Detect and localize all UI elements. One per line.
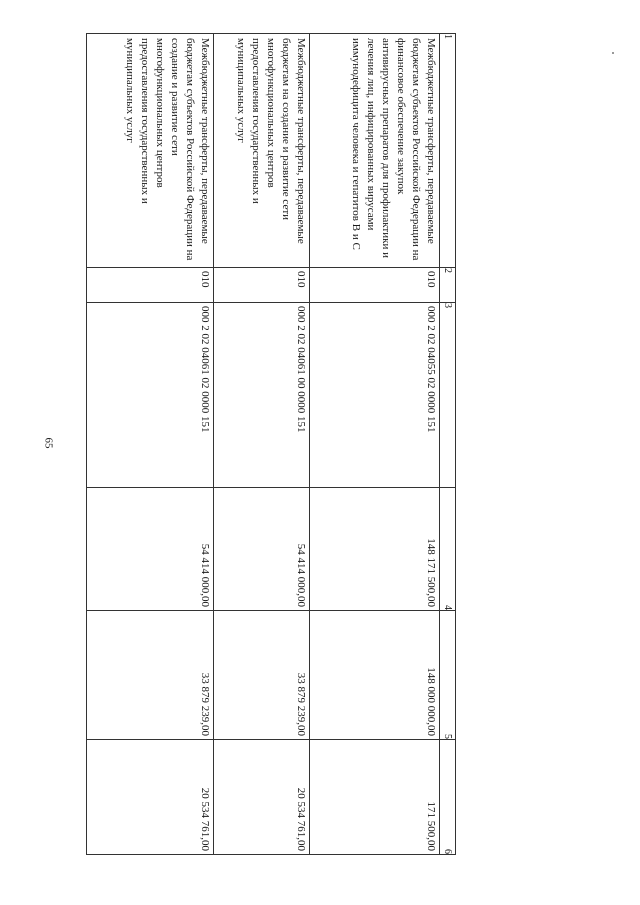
row-col6-amount: 20 534 761,00 xyxy=(87,740,214,855)
table-row xyxy=(310,34,440,855)
row-name: Межбюджетные трансферты, передаваемые бюджетам на создание и развитие сети многофункциональных центров предоставления государственных и муниципальных услуг xyxy=(214,34,310,268)
header-col-3: 3 xyxy=(440,303,456,488)
row-code: 010 xyxy=(87,268,214,303)
row-col6-amount: 20 534 761,00 xyxy=(214,740,310,855)
row-code: 010 xyxy=(310,268,440,303)
row-col6-amount: 171 500,00 xyxy=(310,740,440,855)
row-col4-amount: 54 414 000,00 xyxy=(87,488,214,611)
row-col4-amount: 54 414 000,00 xyxy=(214,488,310,611)
row-kbk: 000 2 02 04061 02 0000 151 xyxy=(87,303,214,488)
budget-table xyxy=(86,33,456,855)
table-row xyxy=(214,34,310,855)
header-col-2: 2 xyxy=(440,268,456,303)
row-col4-amount: 148 171 500,00 xyxy=(310,488,440,611)
row-code: 010 xyxy=(214,268,310,303)
row-name: Межбюджетные трансферты, передаваемые бюджетам субъектов Российской Федерации на финансовое обеспечение закупок антивирусных препаратов для профилактики и лечения лиц, инфицированных вирусами иммунодефицита человека и гепатитов В и С xyxy=(310,34,440,268)
header-col-1: 1 xyxy=(440,34,456,268)
row-kbk: 000 2 02 04055 02 0000 151 xyxy=(310,303,440,488)
header-col-5: 5 xyxy=(440,611,456,740)
header-col-6: 6 xyxy=(440,740,456,855)
row-kbk: 000 2 02 04061 00 0000 151 xyxy=(214,303,310,488)
row-col5-amount: 148 000 000,00 xyxy=(310,611,440,740)
row-col5-amount: 33 879 239,00 xyxy=(87,611,214,740)
row-col5-amount: 33 879 239,00 xyxy=(214,611,310,740)
header-col-4: 4 xyxy=(440,488,456,611)
table-row xyxy=(87,34,214,855)
page-number: 65 xyxy=(42,437,55,449)
table-header-row xyxy=(440,34,456,855)
row-name: Межбюджетные трансферты, передаваемые бюджетам субъектов Российской Федерации на создание и развитие сети многофункциональных центров предоставления государственных и муниципальных услуг xyxy=(87,34,214,268)
budget-table-container xyxy=(86,33,456,854)
